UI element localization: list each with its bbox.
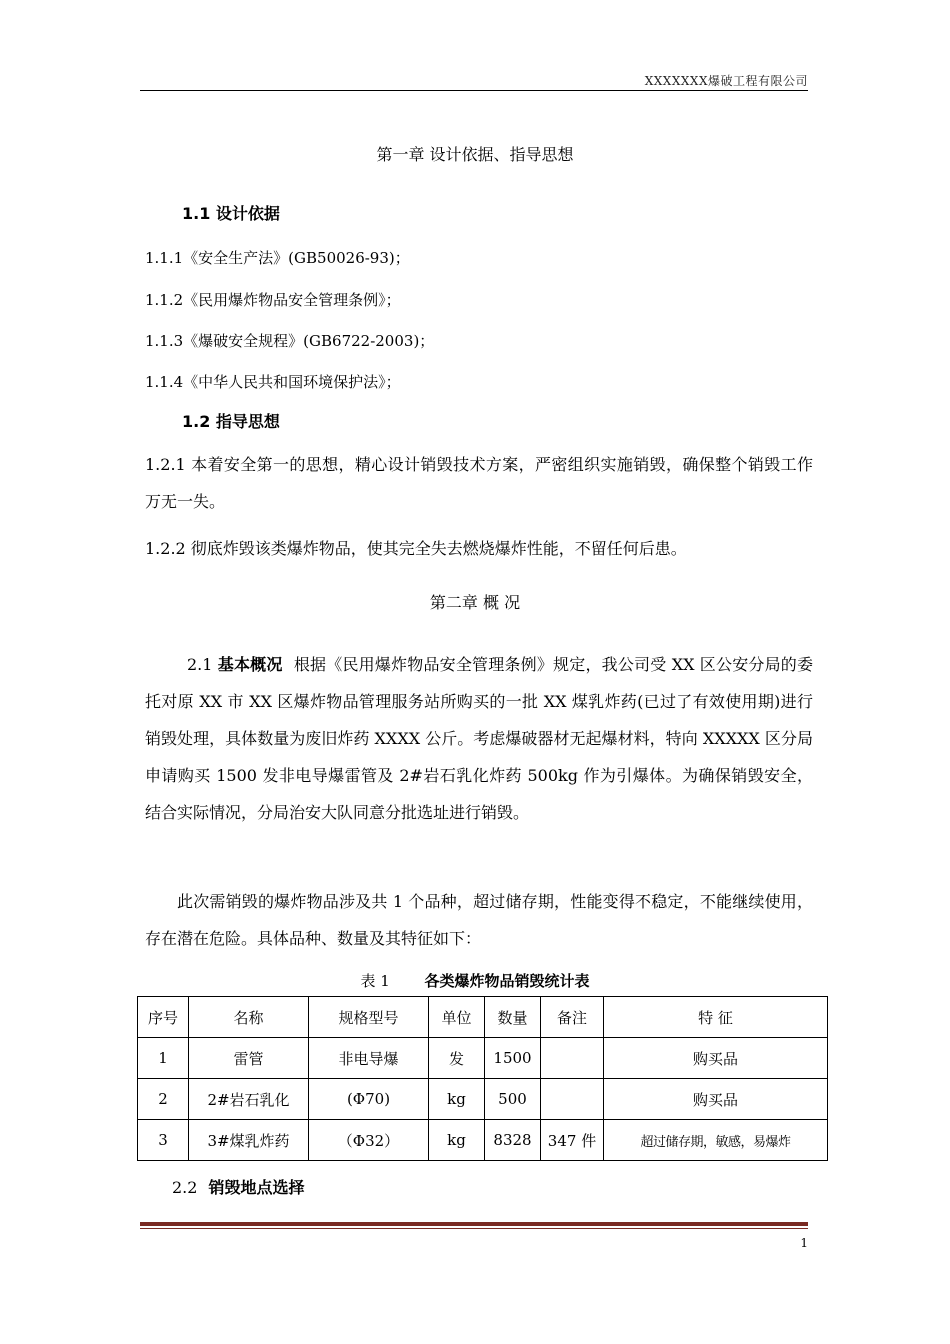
destruction-stats-table <box>137 996 828 1161</box>
table-row <box>138 1038 828 1079</box>
overview-paragraph <box>145 646 813 831</box>
chapter-2-title: 第二章 概 况 <box>429 593 521 612</box>
table-cell: 雷管 <box>189 1038 309 1079</box>
section-2-2 <box>172 1175 305 1198</box>
table-row <box>138 1079 828 1120</box>
table-cell: 1 <box>138 1038 189 1079</box>
table-cell: 2 <box>138 1079 189 1120</box>
header-cell: 名称 <box>189 997 309 1038</box>
table-number: 表 1 <box>360 972 390 990</box>
header-cell: 单位 <box>429 997 485 1038</box>
table-cell: kg <box>429 1120 485 1161</box>
table-header-row <box>138 997 828 1038</box>
basis-item: 1.1.1《安全生产法》(GB50026-93)； <box>145 249 410 267</box>
table-caption <box>0 970 950 991</box>
table-cell <box>541 1079 604 1120</box>
table-cell: (Φ70) <box>309 1079 429 1120</box>
header-cell: 备注 <box>541 997 604 1038</box>
section-2-1-number: 2.1 <box>187 655 213 674</box>
basis-item: 1.1.2《民用爆炸物品安全管理条例》； <box>145 291 401 309</box>
basis-item: 1.1.4《中华人民共和国环境保护法》； <box>145 373 401 391</box>
section-1-2-heading: 1.2 指导思想 <box>182 412 280 431</box>
table-cell <box>541 1038 604 1079</box>
table-cell: 3#煤乳炸药 <box>189 1120 309 1161</box>
section-2-1-heading: 基本概况 <box>217 655 283 674</box>
table-cell: 1500 <box>485 1038 541 1079</box>
section-1-1-heading: 1.1 设计依据 <box>182 204 280 223</box>
guideline-paragraph-1: 1.2.1 本着安全第一的思想，精心设计销毁技术方案，严密组织实施销毁，确保整个销毁工作万无一失。 <box>145 455 813 511</box>
table-cell: kg <box>429 1079 485 1120</box>
section-2-1-text: 根据《民用爆炸物品安全管理条例》规定，我公司受 XX 区公安分局的委托对原 XX 市 XX 区爆炸物品管理服务站所购买的一批 XX 煤乳炸药(已过了有效使用期)进行销毁处理，具体数量为废旧炸药 XXXX 公斤。考虑爆破器材无起爆材料，特向 XXXXX 区分局申请购买 1500 发非电导爆雷管及 2#岩石乳化炸药 500kg 作为引爆体。为确保销毁安全，结合实际情况，分局治安大队同意分批选址进行销毁。 <box>145 655 813 822</box>
page-number: 1 <box>800 1236 808 1250</box>
header-cell: 数量 <box>485 997 541 1038</box>
table-cell: 超过储存期，敏感，易爆炸 <box>604 1120 828 1161</box>
table-title: 各类爆炸物品销毁统计表 <box>424 972 590 990</box>
table-cell: 发 <box>429 1038 485 1079</box>
table-cell: 8328 <box>485 1120 541 1161</box>
footer-rule-thin <box>140 1228 808 1229</box>
table-cell: 非电导爆 <box>309 1038 429 1079</box>
table-row <box>138 1120 828 1161</box>
table-cell: 500 <box>485 1079 541 1120</box>
section-2-2-number: 2.2 <box>172 1178 198 1197</box>
footer-rule-thick <box>140 1222 808 1226</box>
header-cell: 特 征 <box>604 997 828 1038</box>
chapter-1-title: 第一章 设计依据、指导思想 <box>376 145 574 164</box>
table-cell: 3 <box>138 1120 189 1161</box>
table-cell: 购买品 <box>604 1079 828 1120</box>
running-header: XXXXXXX爆破工程有限公司 <box>644 74 808 88</box>
guideline-paragraph-2: 1.2.2 彻底炸毁该类爆炸物品，使其完全失去燃烧爆炸性能，不留任何后患。 <box>145 539 687 558</box>
overview-paragraph-2: 此次需销毁的爆炸物品涉及共 1 个品种，超过储存期，性能变得不稳定，不能继续使用，存在潜在危险。具体品种、数量及其特征如下： <box>145 892 813 948</box>
section-2-2-heading: 销毁地点选择 <box>208 1178 305 1197</box>
basis-item: 1.1.3《爆破安全规程》(GB6722-2003)； <box>145 332 435 350</box>
header-rule <box>140 90 808 91</box>
table-cell: 购买品 <box>604 1038 828 1079</box>
table-cell: （Φ32） <box>309 1120 429 1161</box>
header-cell: 序号 <box>138 997 189 1038</box>
table-cell: 2#岩石乳化 <box>189 1079 309 1120</box>
table-cell: 347 件 <box>541 1120 604 1161</box>
header-cell: 规格型号 <box>309 997 429 1038</box>
